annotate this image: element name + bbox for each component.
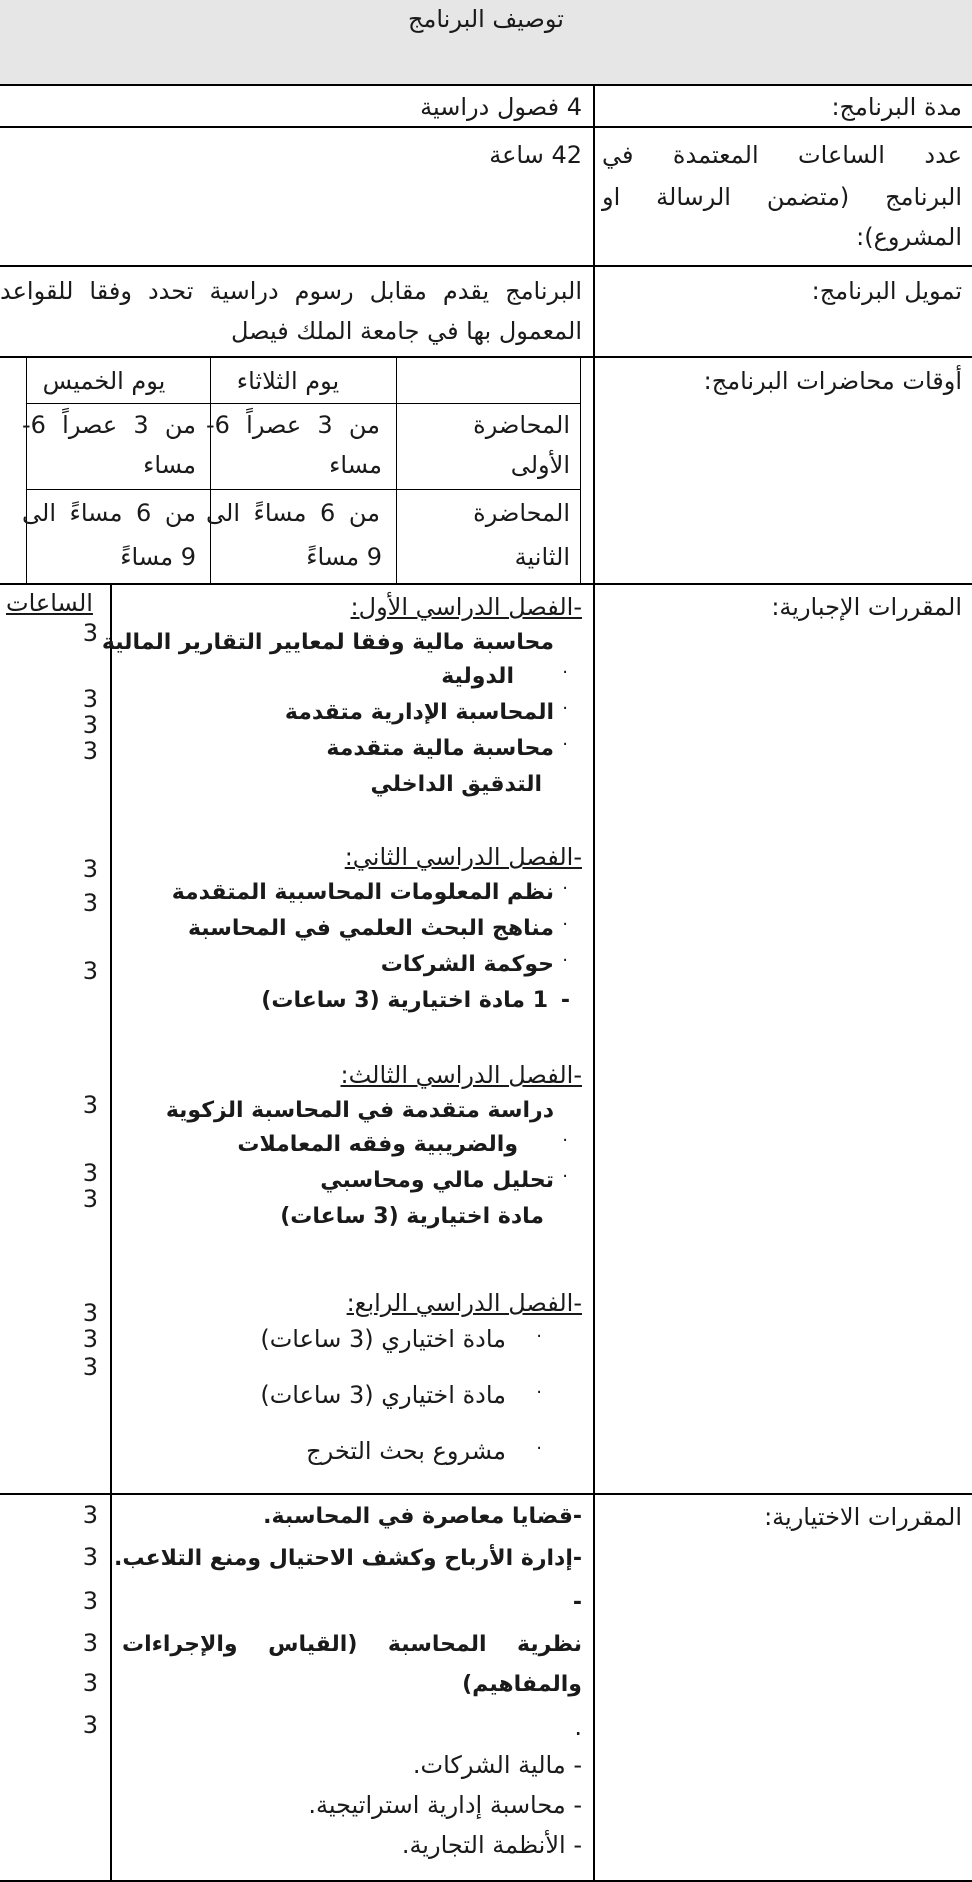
elective-hours: 3 [82, 1587, 98, 1615]
semester4-hours: 3 [82, 1325, 98, 1353]
semester4-hours: 3 [82, 1299, 98, 1327]
column-divider [593, 84, 595, 1882]
lecture1-tuesday-line2: مساء [329, 451, 382, 479]
schedule-grid-line [26, 403, 581, 404]
lecture2-name-line1: المحاضرة [473, 499, 570, 527]
semester1-hours: 3 [82, 737, 98, 765]
bullet: · [536, 1438, 542, 1459]
duration-label: مدة البرنامج: [831, 93, 962, 121]
elective-course: والمفاهيم) [462, 1672, 582, 1697]
lecture2-thursday-line1: من 6 مساءً الى [22, 499, 196, 527]
semester1-hours: 3 [82, 685, 98, 713]
elective-course: - مالية الشركات. [412, 1751, 582, 1779]
elective-hours: 3 [82, 1629, 98, 1657]
elective-course: - [572, 1590, 582, 1615]
semester3-title: -الفصل الدراسي الثالث: [340, 1061, 582, 1089]
bullet: · [562, 1166, 568, 1187]
bullet: · [562, 1130, 568, 1151]
semester3-course: مادة اختيارية (3 ساعات) [280, 1204, 544, 1229]
row-divider [0, 126, 972, 128]
bullet: · [536, 1382, 542, 1403]
semester2-title: -الفصل الدراسي الثاني: [344, 843, 582, 871]
row-divider [0, 1493, 972, 1495]
lecture2-thursday-line2: 9 مساءً [120, 543, 196, 571]
semester3-hours: 3 [82, 1159, 98, 1187]
row-divider [0, 583, 972, 585]
schedule-grid-line [580, 356, 581, 583]
semester2-hours: 3 [82, 855, 98, 883]
lecture1-tuesday-line1: من 3 عصراً 6- [206, 411, 380, 439]
page-title: توصيف البرنامج [408, 5, 564, 33]
semester1-course: التدقيق الداخلي [370, 772, 542, 797]
elective-course: - الأنظمة التجارية. [401, 1831, 582, 1859]
elective-course: نظرية المحاسبة (القياس والإجراءات [122, 1632, 582, 1657]
semester1-hours: 3 [82, 619, 98, 647]
semester3-course: تحليل مالي ومحاسبي [320, 1168, 554, 1193]
semester1-course: محاسبة مالية متقدمة [326, 736, 554, 761]
bullet: · [562, 662, 568, 683]
semester3-hours: 3 [82, 1185, 98, 1213]
lecture1-name-line2: الأولى [510, 451, 570, 479]
semester1-course: محاسبة مالية وفقا لمعايير التقارير المالية [101, 630, 554, 655]
semester2-course: 1 مادة اختيارية (3 ساعات) [261, 988, 548, 1013]
elective-hours: 3 [82, 1543, 98, 1571]
semester4-hours: 3 [82, 1353, 98, 1381]
schedule-grid-line [396, 356, 397, 583]
semester2-hours: 3 [82, 889, 98, 917]
schedule-grid-line [26, 489, 581, 490]
elective-course: -إدارة الأرباح وكشف الاحتيال ومنع التلاعب. [113, 1546, 582, 1571]
electives-label: المقررات الاختيارية: [764, 1503, 962, 1531]
hours-column-divider [110, 583, 112, 1882]
semester4-course: مادة اختياري (3 ساعات) [260, 1381, 506, 1409]
mandatory-label: المقررات الإجبارية: [771, 593, 962, 621]
row-divider [0, 84, 972, 86]
credit-hours-label-line3: المشروع): [856, 223, 962, 251]
credit-hours-label-line2: البرنامج (متضمن الرسالة او [602, 183, 962, 211]
elective-course: . [574, 1713, 582, 1741]
semester2-course: مناهج البحث العلمي في المحاسبة [187, 916, 554, 941]
row-divider [0, 356, 972, 358]
semester1-course: الدولية [441, 664, 514, 689]
hours-header: الساعات [6, 589, 93, 617]
elective-course: -قضايا معاصرة في المحاسبة. [263, 1504, 582, 1529]
semester2-course: حوكمة الشركات [380, 952, 554, 977]
elective-hours: 3 [82, 1501, 98, 1529]
semester4-course: مشروع بحث التخرج [306, 1437, 506, 1465]
lecture1-thursday-line1: من 3 عصراً 6- [22, 411, 196, 439]
bullet: - [560, 988, 570, 1013]
credit-hours-label-line1: عدد الساعات المعتمدة في [602, 141, 962, 169]
semester1-course: المحاسبة الإدارية متقدمة [284, 700, 554, 725]
schedule-head-tuesday: يوم الثلاثاء [236, 367, 340, 395]
semester4-title: -الفصل الدراسي الرابع: [346, 1289, 582, 1317]
bullet: · [536, 1326, 542, 1347]
bullet: · [562, 950, 568, 971]
semester1-hours: 3 [82, 711, 98, 739]
lecture2-tuesday-line1: من 6 مساءً الى [206, 499, 380, 527]
bullet: · [562, 734, 568, 755]
elective-hours: 3 [82, 1669, 98, 1697]
funding-value-line1: البرنامج يقدم مقابل رسوم دراسية تحدد وفقا للقواعد [0, 277, 582, 305]
lecture1-thursday-line2: مساء [143, 451, 196, 479]
row-divider [0, 265, 972, 267]
semester4-course: مادة اختياري (3 ساعات) [260, 1325, 506, 1353]
semester3-hours: 3 [82, 1091, 98, 1119]
bullet: · [562, 878, 568, 899]
elective-course: - محاسبة إدارية استراتيجية. [308, 1791, 582, 1819]
lecture1-name-line1: المحاضرة [473, 411, 570, 439]
funding-label: تمويل البرنامج: [811, 277, 962, 305]
duration-value: 4 فصول دراسية [420, 93, 582, 121]
bullet: · [562, 914, 568, 935]
credit-hours-value: 42 ساعة [489, 141, 582, 169]
lecture2-tuesday-line2: 9 مساءً [306, 543, 382, 571]
semester3-course: دراسة متقدمة في المحاسبة الزكوية [165, 1098, 554, 1123]
semester1-title: -الفصل الدراسي الأول: [350, 593, 582, 621]
schedule-label: أوقات محاضرات البرنامج: [703, 367, 962, 395]
bullet: · [562, 698, 568, 719]
semester2-hours: 3 [82, 957, 98, 985]
semester2-course: نظم المعلومات المحاسبية المتقدمة [171, 880, 554, 905]
elective-hours: 3 [82, 1711, 98, 1739]
lecture2-name-line2: الثانية [514, 543, 570, 571]
schedule-head-thursday: يوم الخميس [42, 367, 166, 395]
funding-value-line2: المعمول بها في جامعة الملك فيصل [231, 317, 582, 345]
semester3-course: والضريبية وفقه المعاملات [237, 1132, 518, 1157]
